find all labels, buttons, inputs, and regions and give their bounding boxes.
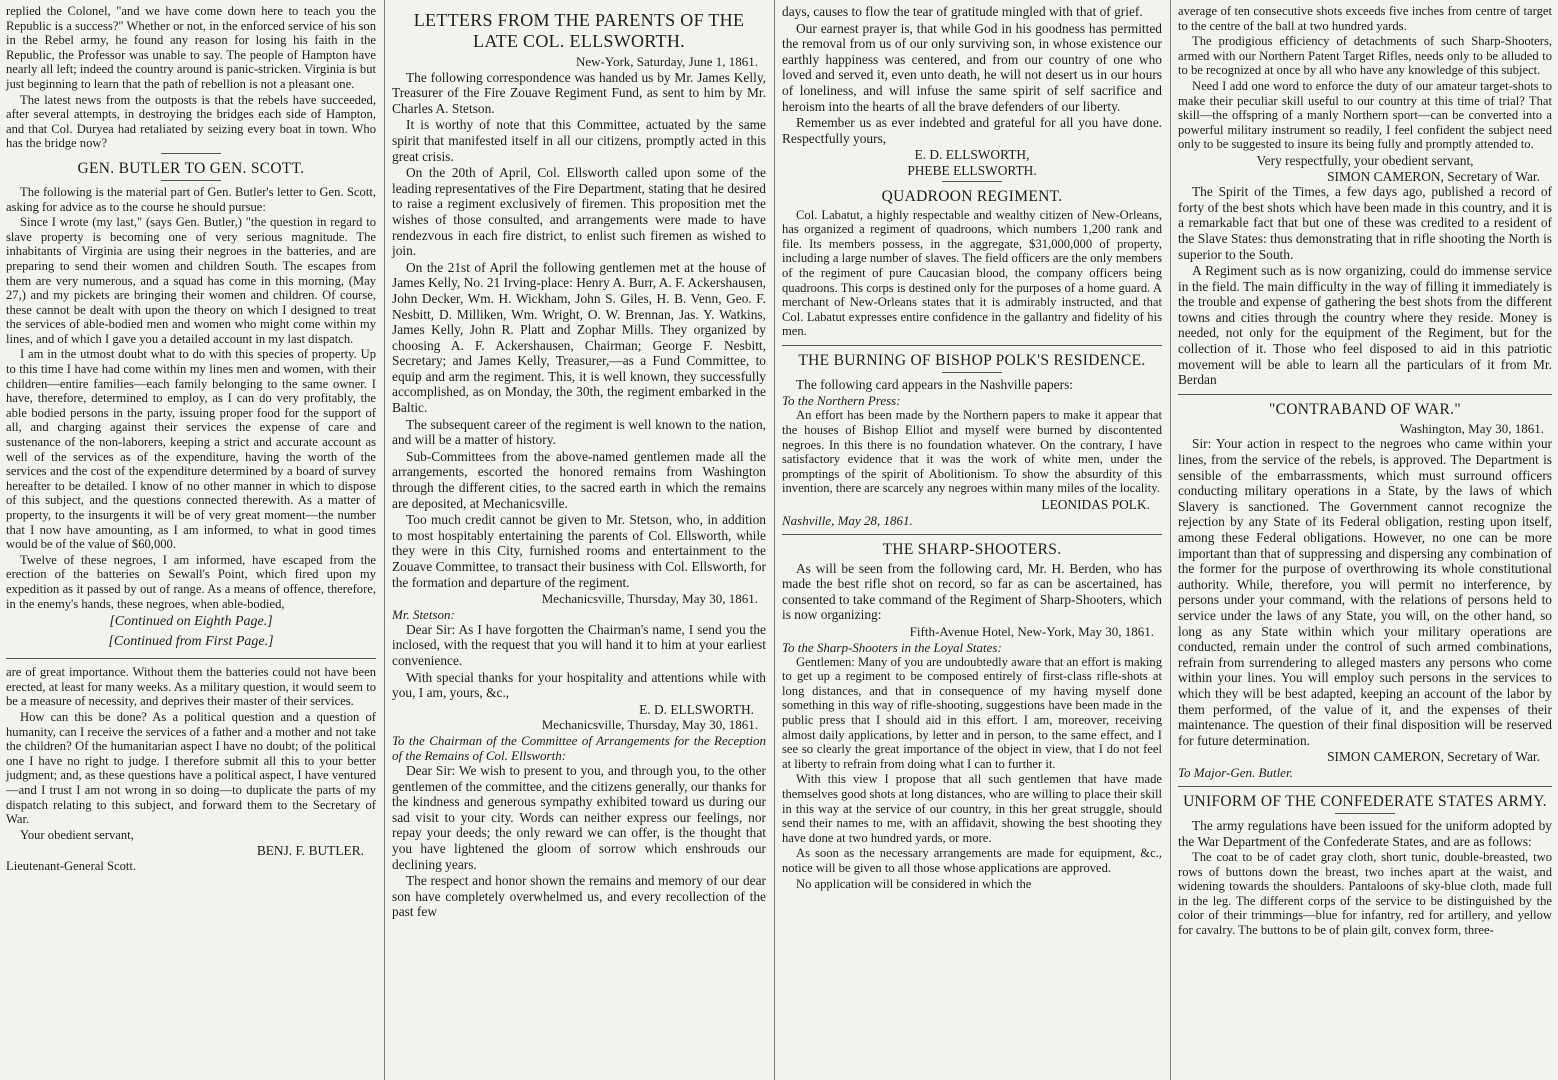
paragraph: Twelve of these negroes, I am informed, have escaped from the erection of the batteries on Sewall's Point, which fired upon my expedition as it passed by out of range. As a means of offence, therefore, in the enemy's hands, these negroes, when able-bodied, [6,552,376,611]
divider [782,534,1162,535]
signature: E. D. ELLSWORTH. [639,701,754,717]
paragraph: How can this be done? As a political question and a question of humanity, can I receive the services of a father and a mother and not take the children? Of the humanitarian aspect I have no doubt; of the political one I have no right to judge. I therefore submit all this to your better judgment; and, as these questions have a political aspect, I have ventured—and I trust I am not wrong in so doing—to duplicate the parts of my dispatch relating to this subject, and forward them to the Secretary of War. [6,709,376,827]
continued-from-note: [Continued from First Page.] [108,634,274,650]
closing-line: Your obedient servant, [20,827,134,842]
divider [161,180,221,181]
paragraph: Need I add one word to enforce the duty of our amateur target-shots to make their peculiar skill useful to our country at this time of trial? That skill—the offspring of a manly Northern sport—can be converted into a powerful military instrument so readily, I feel confident the subject need only to be suggested to insure its being fully and promptly attended to. [1178,78,1552,152]
paragraph: Gentlemen: Many of you are undoubtedly aware that an effort is making to get up a regiment to be composed entirely of first-class rifle-shots at long distances, and that in consequence of my having myself done something in this way of rifle-shooting, suggestions have been made in the public press that I should aid in this effort. I am, moreover, receiving almost daily applications, by letter and in person, to the same effect, and I see so clearly the great importance of the object in view, that I do not feel at liberty to refrain from doing what I can to further it. [782,654,1162,771]
paragraph: Remember us as ever indebted and grateful for all you have done. Respectfully yours, [782,115,1162,146]
paragraph: The respect and honor shown the remains and memory of our dear son have completely overwhelmed us, and every recollection of the past few [392,873,766,920]
paragraph: Our earnest prayer is, that while God in his goodness has permitted the removal from us of our only surviving son, in whose existence our earthly happiness was centered, and from our country of one who loved and served it, even unto death, he will not desert us in our hours of loneliness, and will infuse the same spirit of self sacrifice and heroism into the hearts of all the brave defenders of our liberty. [782,20,1162,114]
paragraph: As will be seen from the following card, Mr. H. Berden, who has made the best rifle shot on record, so far as can be ascertained, has consented to take command of the Regiment of Sharp-Shooters, which is now organizing: [782,560,1162,623]
divider [942,372,1002,373]
paragraph: Col. Labatut, a highly respectable and wealthy citizen of New-Orleans, has organized a regiment of quadroons, which numbers 1,200 rank and file. Its members possess, in the aggregate, $31,000,000 of property, including a large number of slaves. The field officers are the only members of the regiment of pure Caucasian blood, the company officers being quadroons. This corps is destined only for the purposes of a home guard. A merchant of New-Orleans states that it is admirably instructed, and that Col. Labatut expresses entire confidence in the gallantry and fidelity of his men. [782,207,1162,339]
dateline: New-York, Saturday, June 1, 1861. [576,54,758,69]
article-heading-contraband: "CONTRABAND OF WAR." [1269,400,1461,418]
paragraph: are of great importance. Without them the batteries could not have been erected, at least for many weeks. As a military question, it would seem to be a measure of necessity, and deprives their master of their services. [6,665,376,709]
paragraph: average of ten consecutive shots exceeds five inches from centre of target to the centre of the ball at two hundred yards. [1178,4,1552,33]
paragraph: Too much credit cannot be given to Mr. Stetson, who, in addition to most hospitably entertaining the parents of Col. Ellsworth, while they were in this City, furnished rooms and entertainment to the Zouave Committee, to transact their business with Col. Ellsworth, for the formation and departure of the regiment. [392,512,766,590]
article-heading-sharpshooters: THE SHARP-SHOOTERS. [882,540,1062,558]
column-3 [776,0,1168,1080]
address-line: To Major-Gen. Butler. [1178,764,1293,780]
continued-on-note: [Continued on Eighth Page.] [109,614,273,630]
dateline: Washington, May 30, 1861. [1399,420,1544,436]
paragraph: A Regiment such as is now organizing, could do immense service in the field. The main difficulty in the way of filling it immediately is the trouble and expense of gathering the best shots from the different towns and cities through the country where they reside. Money is needed, not only for the equipment of the Regiment, but for the collection of it. Those who feel disposed to aid in this patriotic movement will be able to learn all the particulars of it from Mr. Berdan [1178,263,1552,388]
paragraph: The following card appears in the Nashville papers: [796,376,1074,392]
paragraph: The following is the material part of Gen. Butler's letter to Gen. Scott, asking for advice as to the course he should pursue: [6,184,376,214]
paragraph: An effort has been made by the Northern papers to make it appear that the houses of Bishop Elliot and myself were burned by discontented negroes. In this there is no foundation whatever. On the contrary, I have satisfactory evidence that it was the work of white men, under the promptings of the spirit of Abolitionism. To show the absurdity of this invention, there are scarcely any negroes within many miles of the locality. [782,408,1162,496]
paragraph: The Spirit of the Times, a few days ago, published a record of forty of the best shots which have been made in this country, and it is a remarkable fact that but one of these was credited to a resident of the Slave States: thus demonstrating that in rifle shooting the North is superior to the South. [1178,184,1552,262]
paragraph: Sub-Committees from the above-named gentlemen made all the arrangements, escorted the honored remains from Washington through the different cities, to the sacred earth in which the remains are deposited, at Mechanicsville. [392,448,766,511]
divider [161,153,221,154]
column-rule [1170,0,1171,1080]
paragraph: Dear Sir: We wish to present to you, and through you, to the other gentlemen of the committee, and the citizens generally, our thanks for the kindness and generous sympathy exhibited toward us during our sad visit to your city. Words can neither express our feelings, nor repay your deeds; the only reward we can offer, is the thought that you have lightened the gloom of sorrow which enshrouds our declining years. [392,762,766,872]
paragraph: I am in the utmost doubt what to do with this species of property. Up to this time I have had come within my lines men and women, with their children—entire families—each family belonging to the same owner. I have, therefore, determined to employ, as I can do very profitably, the able bodied persons in the party, issuing proper food for the support of all, and charging against their services the expense of care and sustenance of the non-laborers, keeping a strict and accurate account as well of the services as of the expenditure, having the worth of the services and the cost of the expenditure determined by a board of survey hereafter to be detailed. I know of no other manner in which to dispose of this subject, and the questions connected therewith. As a matter of property, to the insurgents it will be of very great moment—the number that I now have amounting, as I am informed, to what in good times would be of the value of $60,000. [6,347,376,552]
signature: PHEBE ELLSWORTH. [907,162,1037,178]
paragraph: Dear Sir: As I have forgotten the Chairman's name, I send you the inclosed, with the request that you will hand it to him at your earliest convenience. [392,621,766,668]
paragraph: It is worthy of note that this Committee, actuated by the same spirit that manifested itself in all our citizens, promptly acted in this great crisis. [392,117,766,164]
signature-title: Lieutenant-General Scott. [6,858,137,873]
divider [6,658,376,659]
paragraph: As soon as the necessary arrangements are made for equipment, &c., notice will be given to all those whose applications are approved. [782,846,1162,875]
signature: LEONIDAS POLK. [1041,497,1150,513]
paragraph: On the 21st of April the following gentlemen met at the house of James Kelly, No. 21 Irving-place: Henry A. Burr, A. F. Ackershausen, John Decker, Wm. H. Wickham, John S. Giles, H. B. Venn, Geo. F. Nesbitt, D. Milliken, Wm. Wright, O. W. Brennan, Jas. Y. Watkins, James Kelly, John R. Platt and Zophar Mills. They organized by choosing A. F. Ackershausen, Chairman; George F. Nesbitt, Secretary; and James Kelly, Treasurer,—as a Fund Committee, to equip and arm the regiment. This, it is well known, they successfully accomplished, as on Monday, the 30th, the regiment embarked in the Baltic. [392,259,766,416]
paragraph: With special thanks for your hospitality and attentions while with you, I am, yours, &c., [392,669,766,701]
column-4 [1172,0,1558,1080]
column-rule [774,0,775,1080]
closing-line: Very respectfully, your obedient servant, [1256,152,1474,168]
divider [942,181,1002,182]
address-line: To the Northern Press: [782,393,901,409]
article-heading-butler: GEN. BUTLER TO GEN. SCOTT. [77,159,305,177]
divider [1178,786,1552,787]
divider [782,345,1162,346]
paragraph: The latest news from the outposts is that the rebels have succeeded, after several attempts, in destroying the bridges each side of Hampton, and that Col. Duryea had retaliated by seizing every boat in town. Who has the bridge now? [6,92,376,151]
paragraph: No application will be considered in which the [796,876,1032,891]
signature: E. D. ELLSWORTH, [914,147,1030,163]
signature: BENJ. F. BUTLER. [256,843,364,859]
article-heading-ellsworth: LETTERS FROM THE PARENTS OF THE LATE COL. ELLSWORTH. [413,10,745,51]
paragraph: Sir: Your action in respect to the negroes who came within your lines, from the service of the rebels, is approved. The Department is sensible of the embarrassments, which must surround officers conducting military operations in a State, by the laws of which Slavery is sanctioned. The Government cannot recognize the rejection by any State of its Federal obligation, resting upon itself, among these Federal obligations. However, no one can be more important than that of suppressing and dispersing any combination of the former for the purpose of overthrowing its whole constitutional authority. While, therefore, you will permit no interference, by persons under your command, with the relations of persons held to service under the laws of any State, you will, on the other hand, so long as any State within which your military operations are conducted, remain under the control of such armed combinations, refrain from surrendering to alleged masters any persons who come within your lines. You will employ such persons in the services to which they will be best adapted, keeping an account of the labor by them performed, of the value of it, and the expenses of their maintenance. The question of their final disposition will be reserved for future determination. [1178,436,1552,748]
divider [1178,394,1552,395]
paragraph: The following correspondence was handed us by Mr. James Kelly, Treasurer of the Fire Zouave Regiment Fund, as sent to him by Mr. Charles A. Stetson. [392,69,766,116]
dateline: Nashville, May 28, 1861. [782,512,913,528]
dateline: Mechanicsville, Thursday, May 30, 1861. [541,717,758,733]
paragraph: Since I wrote (my last," (says Gen. Butler,) "the question in regard to slave property is becoming one of very serious magnitude. The inhabitants of Virginia are using their negroes in the batteries, and are preparing to send their women and children South. The escapes from them are very numerous, and a squad has come in this morning, (May 27,) and my pickets are bringing their women and children. Of course, these cannot be dealt with upon the theory on which I designed to treat the services of able-bodied men and women who might come within my lines, and of which I gave you a detailed account in my last dispatch. [6,215,376,346]
article-heading-uniform: UNIFORM OF THE CONFEDERATE STATES ARMY. [1183,792,1547,810]
salutation: Mr. Stetson: [392,606,455,622]
paragraph: days, causes to flow the tear of gratitude mingled with that of grief. [782,4,1143,19]
paragraph: replied the Colonel, "and we have come down here to teach you the Republic is a success?" Whether or not, in the enforced service of his son in the Rebel army, he found any reason for losing his faith in the Republic, the Professor was unable to say. The people of Hampton have nearly all left; indeed the country around is panic-stricken. Virginia is but just beginning to learn that the path of rebellion is not a pleasant one. [6,4,376,91]
column-2 [386,0,772,1080]
signature: SIMON CAMERON, Secretary of War. [1327,168,1540,184]
address-line: To the Sharp-Shooters in the Loyal States: [782,639,1002,655]
article-heading-quadroon: QUADROON REGIMENT. [881,187,1063,205]
paragraph: The coat to be of cadet gray cloth, short tunic, double-breasted, two rows of buttons down the breast, two inches apart at the waist, and widening towards the shoulders. Pantaloons of sky-blue cloth, made full in the leg. The different corps of the service to be distinguished by the color of their trimmings—blue for infantry, red for artillery, and yellow for cavalry. The buttons to be of plain gilt, convex form, three- [1178,850,1552,938]
paragraph: The subsequent career of the regiment is well known to the nation, and will be a matter of history. [392,416,766,448]
column-rule [384,0,385,1080]
paragraph: With this view I propose that all such gentlemen that have made themselves good shots at long distances, who are willing to place their skill in this way at the service of our country, in this her great struggle, should send their names to me, with an affidavit, showing the best shooting they have done at two hundred yards, or more. [782,772,1162,845]
signature: SIMON CAMERON, Secretary of War. [1327,749,1540,765]
paragraph: The prodigious efficiency of detachments of such Sharp-Shooters, armed with our Northern Patent Target Rifles, needs only to be alluded to to be recognized at once by all who have any knowledge of this subject. [1178,34,1552,78]
address-line: To the Chairman of the Committee of Arrangements for the Reception of the Remains of Col. Ellsworth: [392,732,766,763]
divider [1335,813,1395,814]
dateline: Fifth-Avenue Hotel, New-York, May 30, 1861. [909,624,1154,639]
dateline: Mechanicsville, Thursday, May 30, 1861. [541,591,758,607]
column-1 [0,0,382,1080]
paragraph: The army regulations have been issued for the uniform adopted by the War Department of the Confederate States, and are as follows: [1178,817,1552,849]
article-heading-polk: THE BURNING OF BISHOP POLK'S RESIDENCE. [798,351,1146,369]
paragraph: On the 20th of April, Col. Ellsworth called upon some of the leading representatives of the Fire Department, stating that he desired to raise a regiment exclusively of firemen. This proposition met the wishes of those consulted, and arrangements were made to have rendezvous in each fire district, to enlist such firemen as wished to join. [392,165,766,259]
